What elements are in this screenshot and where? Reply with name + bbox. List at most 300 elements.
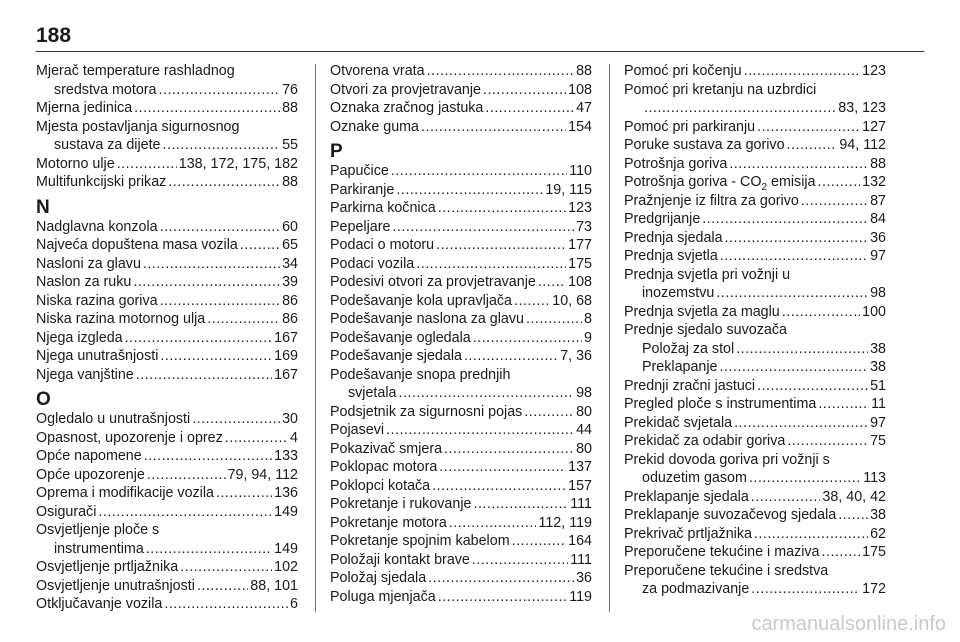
dot-leader	[483, 81, 566, 100]
index-entry	[624, 580, 886, 599]
page-reference: 111	[570, 496, 592, 512]
dot-leader	[117, 155, 177, 174]
index-entry	[36, 292, 298, 311]
dot-leader	[180, 558, 272, 577]
index-entry	[36, 99, 298, 118]
page-reference: 111	[570, 551, 592, 568]
dot-leader	[386, 421, 574, 440]
entry-term: Najveća dopuštena masa vozila	[36, 237, 238, 253]
index-entry	[330, 551, 592, 570]
dot-leader	[751, 488, 821, 507]
index-entry	[330, 514, 592, 533]
page-reference: 133	[274, 448, 298, 464]
page-reference: 94, 112	[839, 137, 886, 153]
dot-leader	[133, 273, 280, 292]
entry-term: Podesivi otvori za provjetravanje	[330, 274, 536, 290]
index-entry	[330, 292, 592, 311]
entry-term: Poluga mjenjača	[330, 588, 436, 605]
entry-term: Pokretanje i rukovanje	[330, 496, 472, 512]
dot-leader	[472, 551, 568, 570]
index-entry	[330, 273, 592, 292]
entry-term-part: emisija	[767, 174, 816, 190]
page-reference: 73	[576, 218, 592, 235]
page-number: 188	[36, 24, 72, 47]
index-entry	[36, 62, 298, 81]
page-reference: 30	[282, 411, 298, 427]
entry-term: Podaci vozila	[330, 255, 415, 272]
dot-leader	[438, 199, 566, 218]
dot-leader	[749, 469, 861, 488]
index-entry	[330, 384, 592, 403]
dot-leader	[207, 310, 280, 329]
index-entry	[624, 99, 886, 118]
page-reference: 9	[584, 329, 592, 346]
index-entry	[330, 310, 592, 329]
page-reference: 38	[870, 507, 886, 523]
index-entry	[624, 118, 886, 137]
dot-leader	[136, 366, 272, 385]
index-entry	[330, 421, 592, 440]
entry-term: sredstva motora	[54, 81, 157, 98]
index-entry	[330, 366, 592, 385]
page-reference: 86	[282, 292, 298, 309]
dot-leader	[432, 477, 566, 496]
page-reference: 36	[870, 229, 886, 246]
index-entry	[624, 81, 886, 100]
index-entry	[624, 210, 886, 229]
entry-term: Osvjetljenje prtljažnika	[36, 559, 179, 575]
entry-term: Nadglavna konzola	[36, 218, 158, 235]
dot-leader	[216, 484, 272, 503]
entry-term: inozemstvu	[642, 285, 715, 301]
index-entry	[624, 377, 886, 396]
dot-leader	[757, 377, 868, 396]
dot-leader	[744, 62, 861, 81]
index-entry	[330, 403, 592, 422]
entry-term: Opće napomene	[36, 448, 142, 464]
header-rule	[36, 51, 924, 52]
entry-term: Podsjetnik za sigurnosni pojas	[330, 403, 523, 420]
entry-term: Položaj sjedala	[330, 570, 427, 586]
entry-term: Multifunkcijski prikaz	[36, 174, 167, 190]
entry-term: Parkiranje	[330, 181, 395, 198]
index-entry	[330, 199, 592, 218]
column-divider	[315, 64, 316, 612]
index-entry	[330, 62, 592, 81]
entry-term: Prekrivač prtljažnika	[624, 525, 752, 542]
page-reference: 65	[282, 237, 298, 253]
entry-term: Otključavanje vozila	[36, 596, 163, 612]
entry-term: Pomoć pri kretanju na uzbrdici	[624, 81, 817, 98]
entry-term: Prednja sjedala	[624, 229, 723, 246]
page-reference: 154	[568, 118, 592, 135]
dot-leader	[416, 255, 566, 274]
dot-leader	[225, 429, 288, 448]
page-reference: 97	[870, 414, 886, 431]
page-reference: 167	[274, 366, 298, 383]
index-entry	[624, 266, 886, 285]
index-entry	[624, 340, 886, 359]
index-entry	[330, 162, 592, 181]
dot-leader	[392, 218, 574, 237]
entry-term: Njega unutrašnjosti	[36, 348, 159, 364]
page-reference: 47	[576, 100, 592, 116]
entry-term: Mjesta postavljanja sigurnosnog	[36, 118, 240, 135]
index-entry	[36, 118, 298, 137]
page-reference: 80	[576, 440, 592, 457]
dot-leader	[398, 384, 574, 403]
watermark-text: carmanualsonline.info	[751, 613, 946, 635]
index-entry	[330, 329, 592, 348]
page-reference: 84	[870, 211, 886, 227]
index-entry	[330, 218, 592, 237]
dot-leader	[449, 514, 537, 533]
index-entry	[624, 247, 886, 266]
dot-leader	[444, 440, 574, 459]
dot-leader	[146, 540, 272, 559]
dot-leader	[428, 569, 574, 588]
dot-leader	[720, 247, 868, 266]
entry-term: Otvori za provjetravanje	[330, 81, 481, 98]
dot-leader	[125, 329, 273, 348]
dot-leader	[164, 595, 288, 614]
entry-term: za podmazivanje	[642, 581, 750, 597]
dot-leader	[159, 81, 281, 100]
column-divider	[609, 64, 610, 612]
page-reference: 177	[568, 237, 592, 253]
entry-term: Opće upozorenje	[36, 466, 145, 483]
dot-leader	[438, 588, 567, 607]
dot-leader	[729, 155, 868, 174]
page-reference: 175	[568, 255, 592, 272]
page-reference: 55	[282, 137, 298, 153]
page-reference: 86	[282, 311, 298, 327]
page-reference: 88, 101	[250, 577, 298, 594]
index-entry	[36, 577, 298, 596]
entry-term: Pepeljare	[330, 218, 391, 235]
page-reference: 4	[290, 429, 298, 446]
page-reference: 39	[282, 274, 298, 290]
section-letter: O	[36, 389, 51, 410]
dot-leader	[736, 340, 868, 359]
index-entry	[624, 155, 886, 174]
index-entry	[624, 229, 886, 248]
page-reference: 119	[569, 588, 592, 605]
dot-leader	[757, 118, 860, 137]
page-reference: 80	[576, 403, 592, 420]
entry-term: Oznake guma	[330, 118, 420, 135]
index-entry	[624, 488, 886, 507]
index-entry	[624, 506, 886, 525]
index-entry	[330, 532, 592, 551]
dot-leader	[787, 136, 838, 155]
entry-term: Prednja svjetla	[624, 248, 718, 264]
entry-term: Preporučene tekućine i maziva	[624, 544, 820, 560]
entry-term: Položaj za stol	[642, 340, 735, 357]
index-entry	[36, 595, 298, 614]
index-entry	[36, 429, 298, 448]
entry-term: Prekidač za odabir goriva	[624, 433, 786, 449]
entry-term: Preklapanje suvozačevog sjedala	[624, 507, 837, 523]
index-entry	[330, 99, 592, 118]
page-reference: 98	[870, 285, 886, 301]
dot-leader	[163, 136, 281, 155]
page-reference: 169	[274, 348, 298, 364]
index-entry	[36, 329, 298, 348]
page-reference: 38	[870, 359, 886, 375]
page-reference: 44	[576, 422, 592, 438]
dot-leader	[524, 403, 574, 422]
entry-term: Poruke sustava za gorivo	[624, 137, 785, 153]
page-reference: 10, 68	[552, 292, 592, 309]
page-reference: 132	[862, 174, 886, 190]
entry-term: Motorno ulje	[36, 155, 115, 172]
index-entry	[36, 255, 298, 274]
page-reference: 123	[568, 200, 592, 216]
entry-term: Osigurači	[36, 503, 97, 520]
index-entry	[330, 236, 592, 255]
page-reference: 38	[870, 340, 886, 357]
index-entry	[624, 284, 886, 303]
page-reference: 51	[870, 377, 886, 394]
index-entry	[624, 192, 886, 211]
entry-term: Pomoć pri parkiranju	[624, 118, 756, 135]
index-column-3	[624, 62, 886, 599]
index-entry	[330, 569, 592, 588]
entry-term: Prednje sjedalo suvozača	[624, 322, 787, 338]
entry-term: Pokretanje spojnim kabelom	[330, 533, 510, 549]
dot-leader	[822, 543, 861, 562]
index-entry	[36, 540, 298, 559]
index-entry	[36, 173, 298, 192]
index-entry	[330, 347, 592, 366]
index-entry	[330, 588, 592, 607]
entry-term: Predgrijanje	[624, 211, 701, 227]
entry-term: Potrošnja goriva	[624, 155, 728, 172]
page-reference: 79, 94, 112	[227, 466, 298, 483]
page-reference: 100	[862, 303, 886, 320]
page-reference: 157	[568, 477, 592, 494]
page-reference: 88	[282, 100, 298, 116]
dot-leader	[702, 210, 868, 229]
index-entry	[624, 451, 886, 470]
entry-term: Naslon za ruku	[36, 274, 132, 290]
page-reference: 112, 119	[538, 514, 592, 531]
entry-term: Mjerna jedinica	[36, 100, 133, 116]
dot-leader	[514, 292, 550, 311]
page-reference: 138, 172, 175, 182	[178, 155, 298, 172]
page-reference: 172	[862, 581, 886, 597]
subscript: 2	[761, 181, 768, 192]
page-reference: 110	[569, 163, 592, 179]
page-reference: 149	[274, 503, 298, 520]
page-reference: 123	[862, 63, 886, 79]
index-entry	[36, 155, 298, 174]
entry-term: Osvjetljenje unutrašnjosti	[36, 577, 195, 594]
index-entry	[36, 218, 298, 237]
index-entry	[36, 466, 298, 485]
page-reference: 19, 115	[545, 181, 592, 198]
entry-term: oduzetim gasom	[642, 470, 747, 486]
page-reference: 38, 40, 42	[822, 488, 886, 505]
index-entry	[36, 410, 298, 429]
index-entry	[624, 303, 886, 322]
dot-leader	[427, 62, 575, 81]
dot-leader	[782, 303, 860, 322]
page-reference: 167	[274, 329, 298, 346]
entry-term: svjetala	[348, 385, 397, 401]
index-entry	[330, 118, 592, 137]
entry-term: Nasloni za glavu	[36, 255, 141, 272]
page-reference: 87	[870, 192, 886, 209]
entry-term: Podešavanje sjedala	[330, 348, 462, 364]
dot-leader	[436, 236, 566, 255]
page-reference: 76	[282, 81, 298, 98]
dot-leader	[391, 162, 567, 181]
entry-term: Osvjetljenje ploče s	[36, 522, 160, 538]
index-entry	[36, 236, 298, 255]
index-entry	[624, 136, 886, 155]
dot-leader	[396, 181, 543, 200]
page-reference: 60	[282, 218, 298, 235]
page-reference: 11	[871, 396, 886, 412]
dot-leader	[160, 347, 272, 366]
dot-leader	[716, 284, 868, 303]
index-entry	[36, 558, 298, 577]
index-entry	[330, 81, 592, 100]
dot-leader	[473, 329, 582, 348]
page-reference: 97	[870, 248, 886, 264]
page-reference: 149	[274, 540, 298, 557]
index-entry	[624, 395, 886, 414]
index-entry	[36, 347, 298, 366]
index-entry	[624, 414, 886, 433]
dot-leader	[644, 99, 836, 118]
dot-leader	[818, 173, 861, 192]
page-reference: 175	[862, 544, 886, 560]
section-letter: N	[36, 196, 50, 218]
index-entry	[36, 503, 298, 522]
entry-term: Pojasevi	[330, 422, 385, 438]
dot-leader	[98, 503, 272, 522]
page-reference: 164	[568, 533, 592, 549]
page-reference: 75	[870, 433, 886, 449]
entry-term: sustava za dijete	[54, 137, 161, 153]
dot-leader	[160, 218, 280, 237]
entry-term: Podešavanje ogledala	[330, 329, 471, 346]
entry-term: Prekid dovoda goriva pri vožnji s	[624, 451, 830, 468]
entry-term: Podaci o motoru	[330, 237, 435, 253]
dot-leader	[421, 118, 566, 137]
entry-term: Prekidač svjetala	[624, 414, 733, 431]
entry-term	[624, 173, 816, 192]
index-column-1	[36, 62, 298, 614]
entry-term: Njega izgleda	[36, 329, 123, 346]
page-reference: 108	[568, 274, 592, 290]
dot-leader	[134, 99, 280, 118]
entry-term: Preklapanje sjedala	[624, 488, 749, 505]
index-entry	[624, 562, 886, 581]
page-reference: 136	[274, 485, 298, 501]
dot-leader	[147, 466, 226, 485]
entry-term: Položaji kontakt brave	[330, 551, 470, 568]
dot-leader	[818, 395, 869, 414]
entry-term: Podešavanje naslona za glavu	[330, 311, 524, 327]
index-entry	[330, 458, 592, 477]
dot-leader	[526, 310, 582, 329]
page-reference: 88	[870, 155, 886, 172]
page-reference: 113	[863, 470, 886, 486]
dot-leader	[751, 580, 860, 599]
dot-leader	[197, 577, 248, 596]
entry-term: Niska razina goriva	[36, 292, 158, 309]
dot-leader	[801, 192, 868, 211]
page-reference: 102	[274, 559, 298, 575]
entry-term: Oprema i modifikacije vozila	[36, 485, 214, 501]
index-entry	[36, 81, 298, 100]
entry-term: Podešavanje kola upravljača	[330, 292, 513, 309]
entry-term: Pomoć pri kočenju	[624, 63, 742, 79]
index-entry	[624, 173, 886, 192]
dot-leader	[144, 447, 272, 466]
dot-leader	[168, 173, 280, 192]
dot-leader	[240, 236, 280, 255]
dot-leader	[720, 358, 869, 377]
entry-term: instrumentima	[54, 540, 144, 557]
entry-term: Pokazivač smjera	[330, 440, 443, 457]
index-entry	[330, 181, 592, 200]
index-entry	[624, 321, 886, 340]
page-reference: 127	[862, 118, 886, 135]
page-reference: 88	[282, 174, 298, 190]
dot-leader	[538, 273, 566, 292]
entry-term: Otvorena vrata	[330, 63, 425, 79]
page-reference: 88	[576, 63, 592, 79]
page-reference: 36	[576, 570, 592, 586]
index-entry	[624, 358, 886, 377]
dot-leader	[512, 532, 567, 551]
dot-leader	[787, 432, 868, 451]
dot-leader	[160, 292, 281, 311]
dot-leader	[473, 495, 568, 514]
entry-term: Pregled ploče s instrumentima	[624, 396, 817, 412]
page-reference: 7, 36	[560, 348, 592, 364]
index-entry	[36, 310, 298, 329]
page-reference: 8	[584, 311, 592, 327]
page-reference: 6	[290, 596, 298, 612]
dot-leader	[485, 99, 574, 118]
entry-term: Opasnost, upozorenje i oprez	[36, 429, 223, 446]
entry-term: Podešavanje snopa prednjih	[330, 366, 511, 383]
dot-leader	[143, 255, 280, 274]
index-entry	[624, 543, 886, 562]
dot-leader	[725, 229, 869, 248]
entry-term: Prednja svjetla za maglu	[624, 303, 780, 320]
dot-leader	[192, 410, 280, 429]
entry-term: Oznaka zračnog jastuka	[330, 100, 484, 116]
index-entry	[36, 366, 298, 385]
index-entry	[624, 469, 886, 488]
dot-leader	[838, 506, 868, 525]
index-column-2	[330, 62, 592, 606]
index-entry	[330, 440, 592, 459]
index-entry	[330, 255, 592, 274]
page-reference: 108	[568, 81, 592, 98]
entry-term: Prednja svjetla pri vožnji u	[624, 266, 791, 283]
entry-term: Preklapanje	[642, 359, 718, 375]
dot-leader	[464, 347, 558, 366]
entry-term: Niska razina motornog ulja	[36, 311, 206, 327]
